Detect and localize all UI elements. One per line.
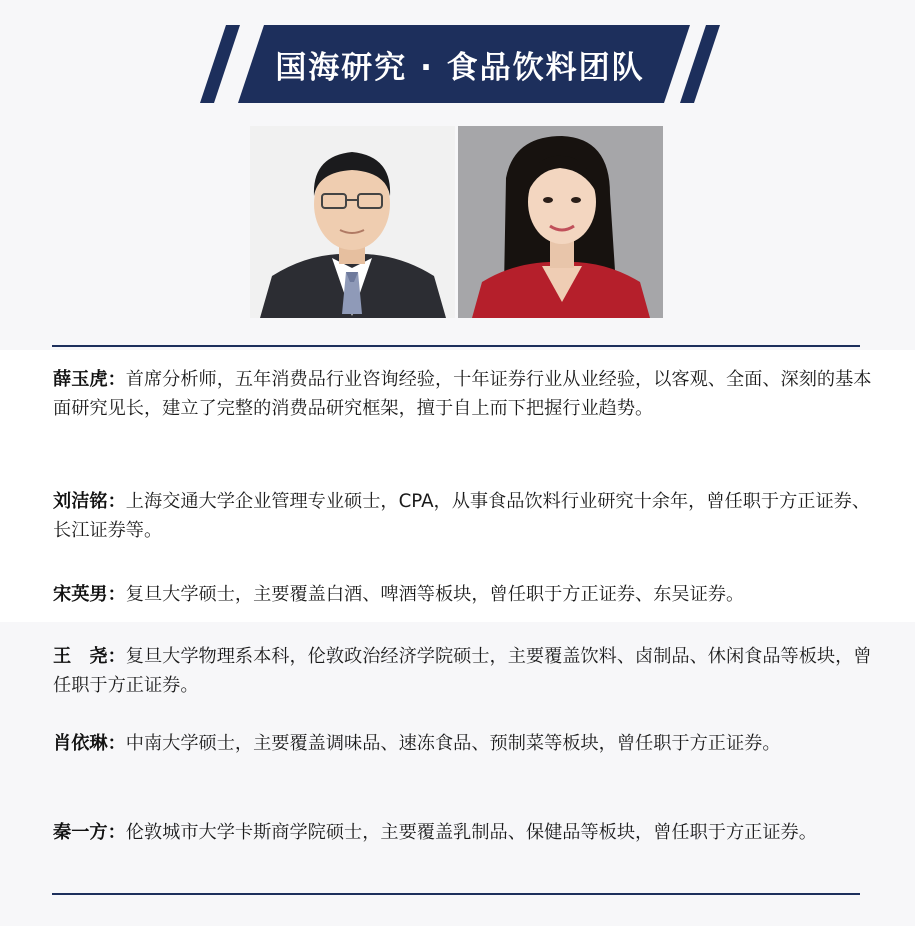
female-portrait-icon xyxy=(458,126,663,318)
bio-text: 中南大学硕士，主要覆盖调味品、速冻食品、预制菜等板块，曾任职于方正证券。 xyxy=(125,733,781,754)
analyst-photo-female xyxy=(458,126,663,318)
top-divider xyxy=(52,345,860,347)
bio-wang-yao xyxy=(53,642,873,700)
bio-xiao-yilin xyxy=(53,729,873,758)
analyst-photo-male xyxy=(250,126,455,318)
bio-text: 上海交通大学企业管理专业硕士，CPA，从事食品饮料行业研究十余年，曾任职于方正证券、长江证券等。 xyxy=(53,491,871,541)
bio-song-yingnan xyxy=(53,580,873,609)
bio-name: 刘洁铭： xyxy=(53,491,126,512)
male-portrait-icon xyxy=(250,126,455,318)
bio-text: 首席分析师，五年消费品行业咨询经验，十年证券行业从业经验，以客观、全面、深刻的基本面研究见长，建立了完整的消费品研究框架，擅于自上而下把握行业趋势。 xyxy=(53,369,872,419)
bio-xue-yuhu xyxy=(53,365,873,423)
bio-name: 宋英男： xyxy=(53,584,126,605)
bio-liu-jieming xyxy=(53,487,873,545)
bio-text: 复旦大学物理系本科，伦敦政治经济学院硕士，主要覆盖饮料、卤制品、休闲食品等板块，曾任职于方正证券。 xyxy=(53,646,872,696)
bio-name: 秦一方： xyxy=(53,822,126,843)
bio-name: 王 尧： xyxy=(53,646,126,667)
bio-name: 肖依琳： xyxy=(53,733,126,754)
bio-text: 伦敦城市大学卡斯商学院硕士，主要覆盖乳制品、保健品等板块，曾任职于方正证券。 xyxy=(125,822,817,843)
page-title: 国海研究 · 食品饮料团队 xyxy=(275,49,645,86)
bottom-divider xyxy=(52,893,860,895)
bio-qin-yifang xyxy=(53,818,873,847)
bio-text: 复旦大学硕士，主要覆盖白酒、啤酒等板块，曾任职于方正证券、东吴证券。 xyxy=(125,584,745,605)
header-banner xyxy=(200,25,720,103)
bio-name: 薛玉虎： xyxy=(53,369,126,390)
